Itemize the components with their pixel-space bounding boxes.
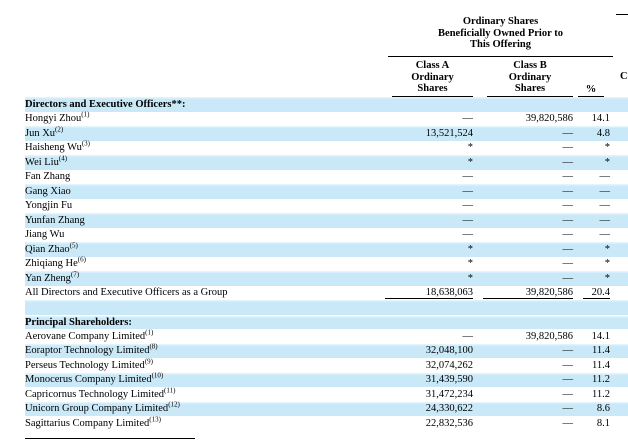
section-title: Directors and Executive Officers**: [25,98,186,110]
class-b-cell: — [562,171,573,183]
percent-cell: — [599,171,610,183]
shareholder-name: Zhiqiang He [25,258,78,270]
class-a-header-line-1: Class A [415,60,450,71]
shareholder-name: Wei Liu [25,156,59,168]
class-a-cell: 32,048,100 [425,345,473,357]
percent-cell: * [604,258,610,270]
footnote-ref: (1) [145,328,154,337]
percent-cell: 14.1 [591,113,610,125]
table-row [25,242,628,257]
class-a-cell: 31,472,234 [425,388,473,400]
shareholder-name-cell [25,200,265,211]
class-b-cell: — [562,403,573,415]
class-b-cell: — [562,243,573,255]
class-b-cell: 39,820,586 [525,330,573,342]
shareholder-name-cell [25,371,265,386]
group-title-line-1: Ordinary Shares [462,16,539,27]
table-row [25,257,628,272]
group-total-label: All Directors and Executive Officers as a Group [25,287,228,299]
percent-cell [573,287,610,300]
class-a-cell: * [467,272,473,284]
shareholder-name: Yan Zheng [25,272,71,284]
class-a-cell: * [467,258,473,270]
class-b-cell: — [562,374,573,386]
shareholder-name-cell [25,328,265,342]
table-row [25,184,628,199]
class-b-header-line-2: Ordinary [508,71,552,83]
class-b-cell: — [562,127,573,139]
class-b-cell: — [562,229,573,241]
shareholder-name-cell [25,357,265,371]
percent-total-value: 20.4 [583,287,610,300]
class-b-cell: — [562,142,573,154]
percent-cell: * [604,142,610,154]
shareholder-name: Sagittarius Company Limited [25,417,150,429]
group-title-line-3: This Offering [470,39,531,50]
footnote-ref: (5) [69,241,78,250]
shareholder-name-cell [25,110,265,125]
class-a-cell: 31,439,590 [425,374,473,386]
shareholder-name: Perseus Technology Limited [25,359,145,371]
section-header-row-directors [25,97,628,112]
class-b-cell: — [562,185,573,197]
table-row [25,199,628,214]
percent-cell: 11.2 [592,388,610,400]
shareholder-name: Capricornus Technology Limited [25,388,165,400]
shareholder-name-cell [25,154,265,168]
shareholder-name-cell [25,171,265,182]
column-header-percent [578,60,604,97]
class-a-header-line-2: Ordinary [411,71,454,83]
percent-cell: 8.6 [596,403,610,415]
shareholder-name: Gang Xiao [25,185,71,197]
shareholder-name: Fan Zhang [25,171,71,183]
footnote-ref: (8) [149,342,158,351]
table-row [25,228,628,243]
next-column-group-rule-partial [616,14,628,15]
table-row [25,416,628,431]
shareholder-name-cell [25,125,265,139]
table-row [25,344,628,359]
class-a-cell: — [462,200,473,212]
shareholder-name: Monocerus Company Limited [25,374,152,386]
footnote-ref: (6) [77,255,86,264]
table-row [25,155,628,170]
group-title-line-2: Beneficially Owned Prior to [438,27,563,39]
shareholder-name: Yongjin Fu [25,200,73,212]
class-b-cell: — [562,359,573,371]
group-title-underline [388,56,613,57]
class-b-cell: — [562,156,573,168]
class-a-cell: — [462,113,473,125]
next-column-group-text-partial: C [620,71,628,82]
percent-cell: — [599,185,610,197]
shareholder-name: Unicorn Group Company Limited [25,403,169,415]
shareholder-name-cell [25,342,265,357]
footnote-ref: (3) [81,139,91,148]
class-b-header-line-3: Shares [514,83,546,94]
class-b-cell: — [562,345,573,357]
class-a-cell [265,287,473,300]
percent-cell: 11.4 [592,345,610,357]
shareholder-name: Hongyi Zhou [25,113,82,125]
footnote-divider-rule [25,438,195,439]
class-a-cell: * [467,156,473,168]
shareholder-name: Eoraptor Technology Limited [25,345,150,357]
shareholder-name: Jun Xu [25,127,56,139]
shareholder-name-cell [25,241,265,255]
footnote-ref: (2) [55,125,64,134]
table-row [25,387,628,402]
section-header-row-principal-shareholders [25,315,628,330]
class-b-cell [473,287,573,300]
footnote-ref: (10) [151,371,164,380]
section-title-cell [25,317,265,328]
column-header-class-a [392,60,473,97]
class-b-cell: — [562,417,573,429]
shareholder-name-cell [25,270,265,284]
class-a-total-value: 18,638,063 [385,287,473,300]
class-a-cell: 32,074,262 [425,359,473,371]
table-row [25,112,628,127]
shareholder-name-cell [25,415,265,429]
column-group-title [388,16,613,51]
shareholder-name: Aerovane Company Limited [25,330,146,342]
percent-cell: 4.8 [596,127,610,139]
class-b-cell: — [562,214,573,226]
class-a-header-line-3: Shares [417,83,448,94]
class-a-cell: — [462,214,473,226]
percent-cell: — [599,214,610,226]
percent-cell: 8.1 [596,417,610,429]
percent-cell: 14.1 [591,330,610,342]
footnote-ref: (11) [164,386,176,395]
table-row [25,358,628,373]
section-title: Principal Shareholders: [25,316,132,328]
shareholder-name: Jiang Wu [25,229,65,241]
blank-spacer-row [25,300,628,315]
group-total-row [25,286,628,301]
class-b-cell: — [562,272,573,284]
shareholder-name-cell [25,386,265,400]
table-row [25,271,628,286]
column-header-class-b [487,60,573,97]
shareholder-name-cell [25,186,265,197]
class-a-cell: * [467,142,473,154]
percent-cell: * [604,272,610,284]
class-b-cell: — [562,258,573,270]
footnote-ref: (4) [58,154,68,163]
class-a-cell: 13,521,524 [425,127,473,139]
percent-header-label: % [585,83,597,95]
shareholder-name-cell [25,255,265,270]
class-a-cell: — [462,330,473,342]
table-row [25,329,628,344]
shareholder-name-cell [25,215,265,226]
table-row [25,402,628,417]
footnote-ref: (12) [168,400,180,409]
table-row [25,141,628,156]
class-a-cell: 24,330,622 [425,403,473,415]
class-a-cell: — [462,171,473,183]
shareholder-name-cell [25,287,265,298]
percent-cell: — [599,229,610,241]
class-a-cell: — [462,185,473,197]
percent-cell: 11.2 [592,374,610,386]
footnote-ref: (9) [144,357,153,366]
class-a-cell: * [467,243,473,255]
percent-cell: — [599,200,610,212]
shareholder-name-cell [25,139,265,154]
class-b-header-line-1: Class B [513,60,547,71]
footnote-ref: (7) [70,270,80,279]
section-title-cell [25,99,265,110]
shareholder-name-cell [25,229,265,240]
footnote-ref: (13) [149,415,161,424]
shareholder-name: Qian Zhao [25,243,70,255]
class-b-cell: 39,820,586 [525,113,573,125]
table-row [25,213,628,228]
class-a-cell: 22,832,536 [425,417,473,429]
table-row [25,126,628,141]
percent-cell: 11.4 [592,359,610,371]
shareholder-name: Haisheng Wu [25,142,82,154]
percent-cell: * [604,243,610,255]
class-b-cell: — [562,388,573,400]
class-b-total-value: 39,820,586 [483,287,573,300]
table-row [25,373,628,388]
percent-cell: * [604,156,610,168]
shareholder-name-cell [25,400,265,415]
footnote-ref: (1) [81,110,90,119]
table-row [25,170,628,185]
shareholder-name: Yunfan Zhang [25,214,85,226]
class-a-cell: — [462,229,473,241]
class-b-cell: — [562,200,573,212]
table-body [25,97,628,431]
